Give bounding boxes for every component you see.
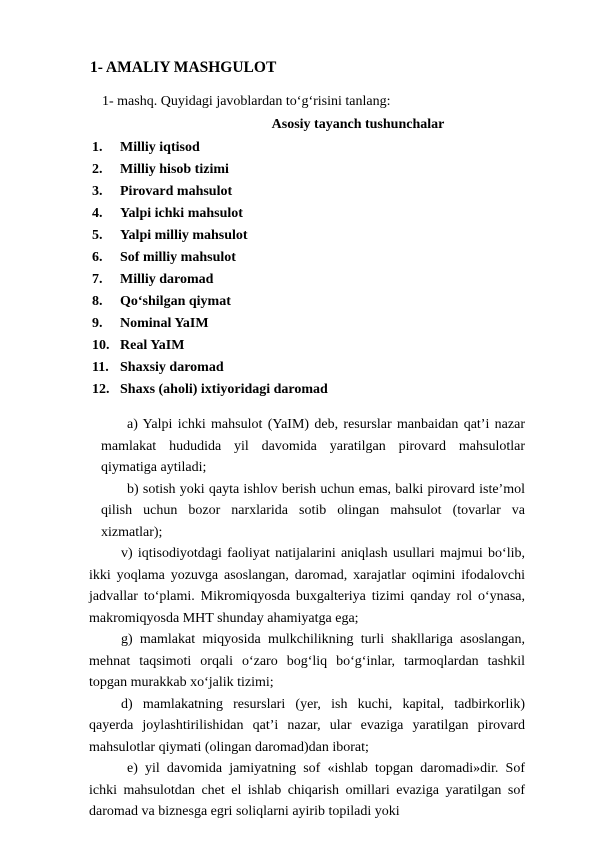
list-item-text: Qo‘shilgan qiymat [120,294,231,309]
list-item-text: Shaxs (aholi) ixtiyoridagi daromad [120,382,328,397]
list-item [92,313,328,335]
list-item-text: Pirovard mahsulot [120,184,233,199]
list-item-text: Yalpi milliy mahsulot [120,228,248,243]
section-subheading: Asosiy tayanch tushunchalar [271,117,445,132]
definition-v: v) iqtisodiyotdagi faoliyat natijalarini aniqlash usullari majmui bo‘lib, ikki yoqlama yozuvga asoslangan, daromad, xarajatlar oqimini ifodalovchi jadvallar to‘plami. Mikromiqyosda buxgalteriya tizimi qanday rol o‘ynasa, makromiqyosda MHT shunday ahamiyatga ega; [89,546,525,626]
list-item [92,181,328,203]
list-item [92,379,328,401]
list-item-number: 3. [92,184,103,199]
list-item-number: 2. [92,162,103,177]
list-item-number: 11. [92,360,109,375]
list-item [92,203,328,225]
definitions-section [0,414,596,823]
list-item [92,137,328,159]
list-item-number: 10. [92,338,110,353]
list-item [92,159,328,181]
list-item [92,335,328,357]
list-item [92,225,328,247]
page-title: 1- AMALIY MASHGULOT [90,59,277,76]
list-item-text: Milliy iqtisod [120,140,200,155]
list-item-text: Sof milliy mahsulot [120,250,236,265]
list-item-text: Shaxsiy daromad [120,360,224,375]
list-item-number: 6. [92,250,103,265]
list-item-text: Real YaIM [120,338,185,353]
definition-g: g) mamlakat miqyosida mulkchilikning turli shakllariga asoslangan, mehnat taqsimoti orqali o‘zaro bog‘liq bo‘g‘inlar, tarmoqlardan tashkil topgan murakkab xo‘jalik tizimi; [89,632,525,690]
definition-b: b) sotish yoki qayta ishlov berish uchun emas, balki pirovard iste’mol qilish uchun bozor narxlarida sotib olingan mahsulot (tovarlar va xizmatlar); [101,481,525,540]
definition-a: a) Yalpi ichki mahsulot (YaIM) deb, resurslar manbaidan qat’i nazar mamlakat hududida yil davomida yaratilgan pirovard mahsulotlar qiymatiga aytiladi; [101,417,525,475]
list-item-text: Milliy hisob tizimi [120,162,229,177]
list-item-number: 12. [92,382,110,397]
list-item-number: 4. [92,206,103,221]
list-item-text: Yalpi ichki mahsulot [120,206,243,221]
list-item-number: 8. [92,294,103,309]
list-item-number: 7. [92,272,103,287]
exercise-instruction: 1- mashq. Quyidagi javoblardan to‘g‘risini tanlang: [102,94,391,109]
list-item [92,357,328,379]
list-item-number: 5. [92,228,103,243]
list-item-number: 9. [92,316,103,331]
list-item-number: 1. [92,140,103,155]
definition-e: e) yil davomida jamiyatning sof «ishlab topgan daromadi»dir. Sof ichki mahsulotdan chet el ishlab chiqarish omillari evaziga yaratilgan sof daromad va biznesga egri soliqlarni ayirib topiladi yoki [89,761,525,819]
list-item-text: Nominal YaIM [120,316,209,331]
list-item [92,291,328,313]
list-item [92,269,328,291]
concept-list [92,137,328,401]
definition-d: d) mamlakatning resurslari (yer, ish kuchi, kapital, tadbirkorlik) qayerda joylashtirilishidan qat’i nazar, ular evaziga yaratilgan pirovard mahsulotlar qiymati (olingan daromad)dan iborat; [89,696,525,755]
list-item [92,247,328,269]
list-item-text: Milliy daromad [120,272,214,287]
